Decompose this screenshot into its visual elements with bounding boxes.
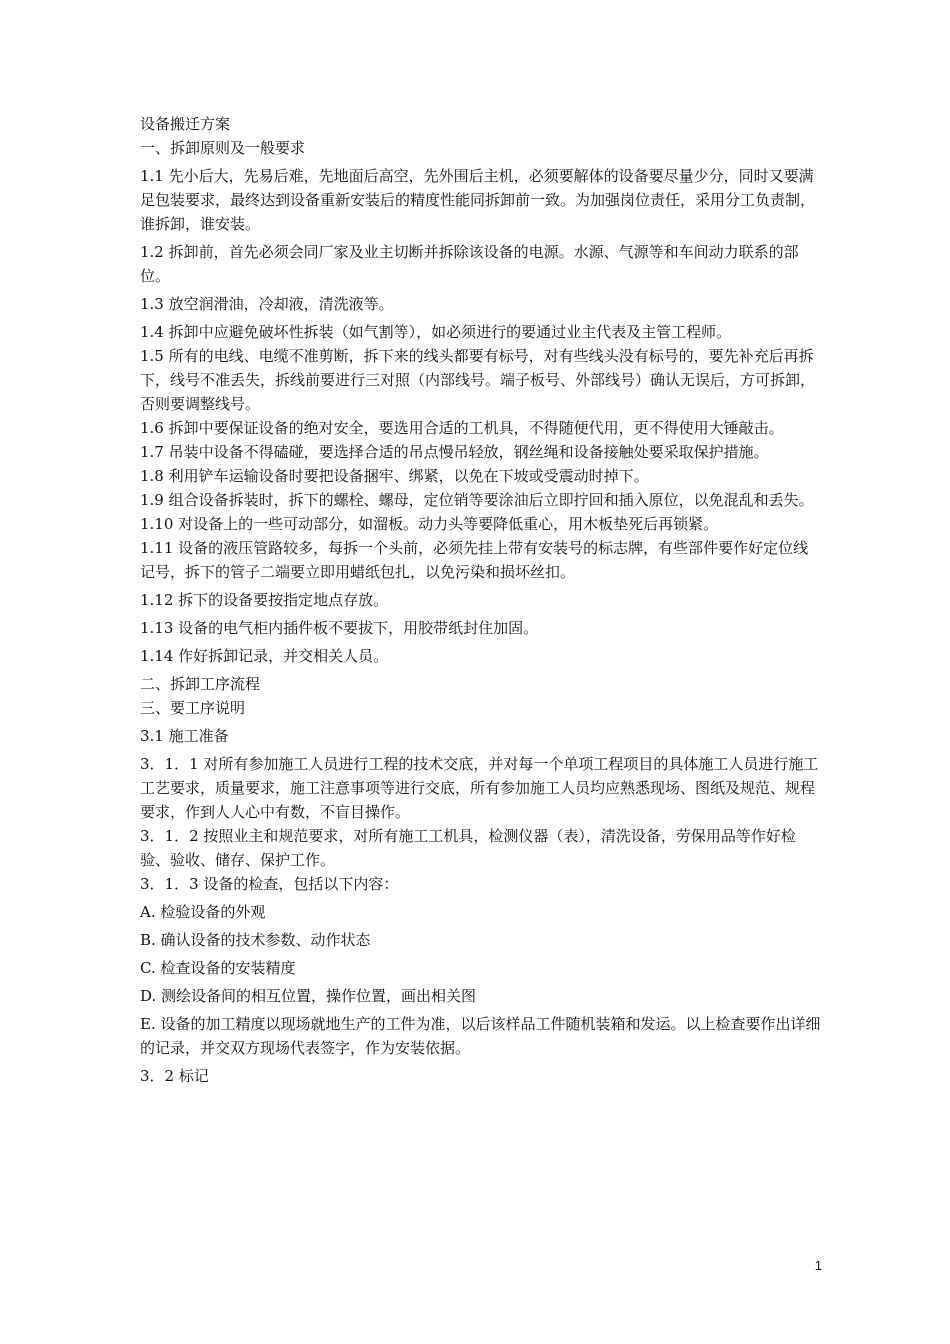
paragraph: 1.3 放空润滑油，冷却液，清洗液等。 [140,295,394,313]
list-item: A. 检验设备的外观 [140,903,266,921]
list-item: B. 确认设备的技术参数、动作状态 [140,931,371,949]
section-heading: 三、要工序说明 [140,699,246,717]
page-number: 1 [814,1258,822,1273]
paragraph: 1.6 拆卸中要保证设备的绝对安全，要选用合适的工机具，不得随便代用，更不得使用大锤敲击。 [140,419,784,437]
paragraph: 1.11 设备的液压管路较多，每拆一个头前，必须先挂上带有安装号的标志牌，有些部件要作好定位线记号，拆下的管子二端要立即用蜡纸包扎，以免污染和损坏丝扣。 [140,539,809,581]
paragraph: 1.7 吊装中设备不得磕碰，要选择合适的吊点慢吊轻放，钢丝绳和设备接触处要采取保护措施。 [140,443,769,461]
paragraph: 1.2 拆卸前，首先必须会同厂家及业主切断并拆除该设备的电源。水源、气源等和车间动力联系的部位。 [140,243,799,285]
list-item: C. 检查设备的安装精度 [140,959,296,977]
paragraph: 1.4 拆卸中应避免破坏性拆装（如气割等），如必须进行的要通过业主代表及主管工程师。 [140,323,732,341]
subsection-heading: 3.1 施工准备 [140,727,229,745]
paragraph: 1.1 先小后大，先易后难，先地面后高空，先外围后主机，必须要解体的设备要尽量少分，同时又要满足包装要求，最终达到设备重新安装后的精度性能同拆卸前一致。为加强岗位责任，采用分工负责制，谁拆卸，谁安装。 [140,167,816,233]
paragraph: 3．1．1 对所有参加施工人员进行工程的技术交底，并对每一个单项工程项目的具体施工人员进行施工工艺要求，质量要求，施工注意事项等进行交底，所有参加施工人员均应熟悉现场、图纸及规范、规程要求，作到人人心中有数，不盲目操作。 [140,755,819,821]
document-title: 设备搬迁方案 [140,115,231,133]
list-item: D. 测绘设备间的相互位置，操作位置，画出相关图 [140,987,477,1005]
paragraph: 1.13 设备的电气柜内插件板不要拔下，用胶带纸封住加固。 [140,619,539,637]
paragraph: 1.10 对设备上的一些可动部分，如溜板。动力头等要降低重心，用木板垫死后再锁紧。 [140,515,719,533]
list-item: E. 设备的加工精度以现场就地生产的工件为准，以后该样品工件随机装箱和发运。以上检查要作出详细的记录，并交双方现场代表签字，作为安装依据。 [140,1015,821,1057]
subsection-heading: 3．2 标记 [140,1067,209,1085]
section-heading: 一、拆卸原则及一般要求 [140,139,306,157]
paragraph: 1.8 利用铲车运输设备时要把设备捆牢、绑紧，以免在下坡或受震动时掉下。 [140,467,649,485]
paragraph: 1.9 组合设备拆装时，拆下的螺栓、螺母，定位销等要涂油后立即拧回和插入原位，以免混乱和丢失。 [140,491,814,509]
paragraph: 3．1．3 设备的检查，包括以下内容： [140,875,399,893]
section-heading: 二、拆卸工序流程 [140,675,261,693]
paragraph: 1.14 作好拆卸记录，并交相关人员。 [140,647,389,665]
paragraph: 1.5 所有的电线、电缆不准剪断，拆下来的线头都要有标号，对有些线头没有标号的，要先补充后再拆下，线号不准丢失，拆线前要进行三对照（内部线号。端子板号、外部线号）确认无误后，方可拆卸，否则要调整线号。 [140,347,816,413]
document-body [140,112,822,1088]
paragraph: 3．1．2 按照业主和规范要求，对所有施工工机具，检测仪器（表），清洗设备，劳保用品等作好检验、验收、储存、保护工作。 [140,827,796,869]
paragraph: 1.12 拆下的设备要按指定地点存放。 [140,591,389,609]
